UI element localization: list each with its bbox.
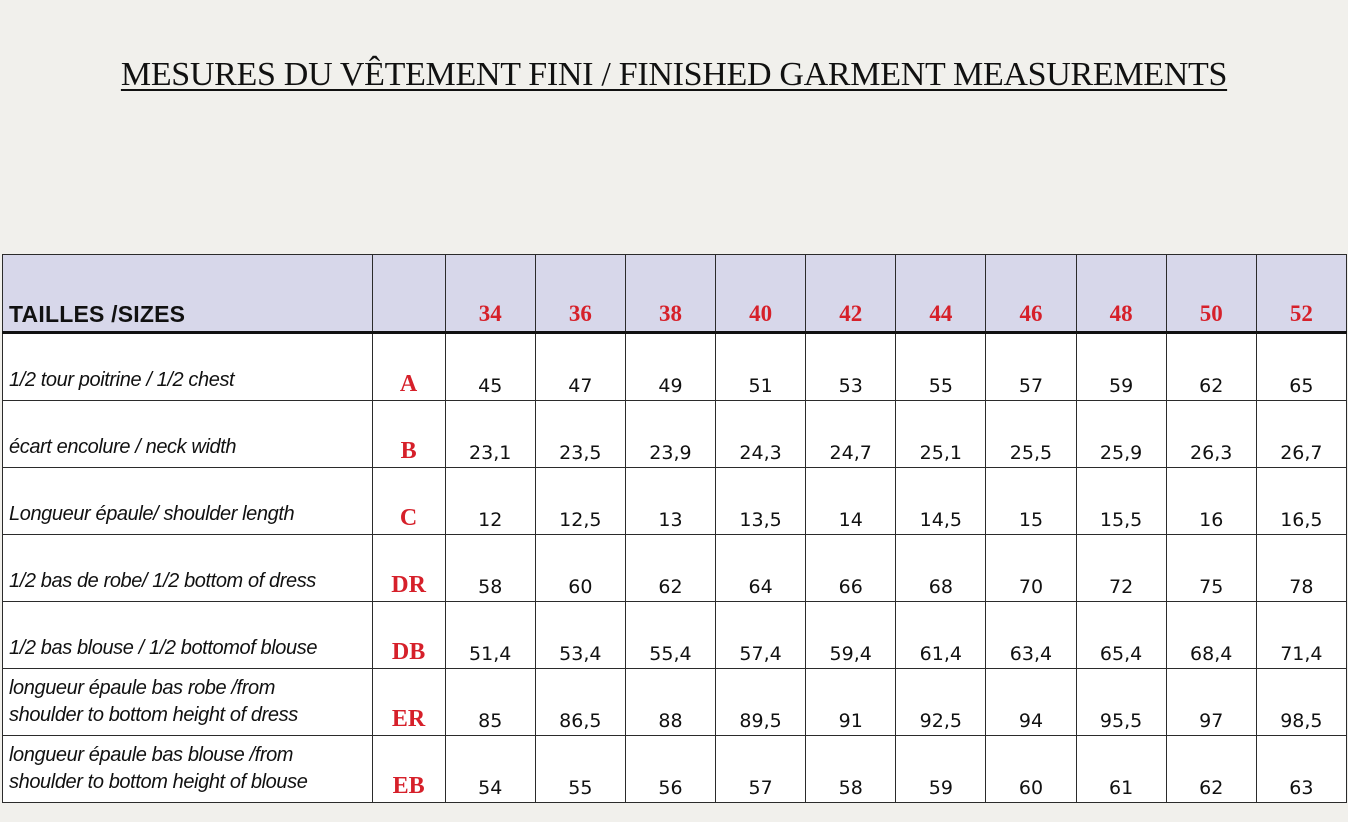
measurement-value: 70	[986, 535, 1076, 602]
measurement-value: 26,3	[1166, 401, 1256, 468]
measurement-value: 62	[1166, 736, 1256, 803]
measurement-value: 13,5	[716, 468, 806, 535]
measurement-value: 15,5	[1076, 468, 1166, 535]
measurement-value: 98,5	[1256, 669, 1346, 736]
measurement-value: 12	[445, 468, 535, 535]
measurement-value: 25,9	[1076, 401, 1166, 468]
measurement-value: 65,4	[1076, 602, 1166, 669]
measurement-value: 66	[806, 535, 896, 602]
measurement-value: 61,4	[896, 602, 986, 669]
measurement-label-line: 1/2 bas de robe/ 1/2 bottom of dress	[9, 570, 316, 592]
measurement-value: 14	[806, 468, 896, 535]
measurement-value: 13	[625, 468, 715, 535]
measurement-value: 56	[625, 736, 715, 803]
measurement-value: 53	[806, 333, 896, 401]
measurement-label	[3, 468, 373, 535]
measurement-value: 23,9	[625, 401, 715, 468]
measurement-value: 57	[986, 333, 1076, 401]
measurement-label-line: shoulder to bottom height of dress	[9, 704, 298, 726]
measurement-value: 68	[896, 535, 986, 602]
measurement-label-line: 1/2 bas blouse / 1/2 bottomof blouse	[9, 637, 318, 659]
measurement-value: 16,5	[1256, 468, 1346, 535]
measurement-value: 59	[1076, 333, 1166, 401]
table-row	[3, 669, 1347, 736]
measurement-value: 97	[1166, 669, 1256, 736]
table-row	[3, 468, 1347, 535]
measurement-label	[3, 669, 373, 736]
measurement-label	[3, 736, 373, 803]
measurement-value: 54	[445, 736, 535, 803]
measurement-value: 59,4	[806, 602, 896, 669]
code-header-cell	[372, 255, 445, 333]
size-header-cell: 42	[806, 255, 896, 333]
table-row	[3, 401, 1347, 468]
measurement-value: 94	[986, 669, 1076, 736]
measurements-table	[2, 254, 1347, 803]
measurement-value: 25,1	[896, 401, 986, 468]
page-title	[0, 56, 1348, 94]
measurement-value: 51	[716, 333, 806, 401]
measurement-value: 63	[1256, 736, 1346, 803]
measurement-code: DR	[372, 535, 445, 602]
size-header-cell: 52	[1256, 255, 1346, 333]
measurement-value: 23,1	[445, 401, 535, 468]
measurement-value: 26,7	[1256, 401, 1346, 468]
size-header-cell: 38	[625, 255, 715, 333]
measurement-value: 92,5	[896, 669, 986, 736]
measurement-value: 62	[1166, 333, 1256, 401]
measurement-value: 71,4	[1256, 602, 1346, 669]
measurement-value: 88	[625, 669, 715, 736]
measurement-label-line: Longueur épaule/ shoulder length	[9, 503, 295, 525]
table-header-row	[3, 255, 1347, 333]
measurement-value: 72	[1076, 535, 1166, 602]
measurement-value: 58	[806, 736, 896, 803]
size-header-cell: 50	[1166, 255, 1256, 333]
page-title-text: MESURES DU VÊTEMENT FINI / FINISHED GARMENT MEASUREMENTS	[120, 56, 1228, 93]
measurement-value: 60	[986, 736, 1076, 803]
measurement-value: 85	[445, 669, 535, 736]
measurement-value: 89,5	[716, 669, 806, 736]
table-row	[3, 736, 1347, 803]
measurement-value: 47	[535, 333, 625, 401]
measurement-value: 78	[1256, 535, 1346, 602]
measurement-value: 58	[445, 535, 535, 602]
measurement-value: 15	[986, 468, 1076, 535]
measurement-code: B	[372, 401, 445, 468]
size-header-cell: 34	[445, 255, 535, 333]
size-header-cell: 40	[716, 255, 806, 333]
measurement-value: 51,4	[445, 602, 535, 669]
size-header-cell: 44	[896, 255, 986, 333]
measurement-label	[3, 401, 373, 468]
measurement-value: 55,4	[625, 602, 715, 669]
measurement-code: A	[372, 333, 445, 401]
measurement-code: ER	[372, 669, 445, 736]
table-row	[3, 535, 1347, 602]
measurement-value: 64	[716, 535, 806, 602]
table-row	[3, 333, 1347, 401]
size-header-cell: 48	[1076, 255, 1166, 333]
measurement-value: 57,4	[716, 602, 806, 669]
measurement-value: 24,7	[806, 401, 896, 468]
measurement-value: 61	[1076, 736, 1166, 803]
table-row	[3, 602, 1347, 669]
measurement-value: 68,4	[1166, 602, 1256, 669]
measurement-label-line: 1/2 tour poitrine / 1/2 chest	[9, 369, 235, 391]
measurement-label-line: longueur épaule bas robe /from	[9, 677, 275, 699]
measurement-value: 95,5	[1076, 669, 1166, 736]
size-header-cell: 46	[986, 255, 1076, 333]
measurement-value: 45	[445, 333, 535, 401]
measurement-value: 63,4	[986, 602, 1076, 669]
measurement-value: 16	[1166, 468, 1256, 535]
measurement-label	[3, 602, 373, 669]
measurement-value: 86,5	[535, 669, 625, 736]
measurement-label	[3, 333, 373, 401]
measurement-value: 57	[716, 736, 806, 803]
measurement-value: 49	[625, 333, 715, 401]
measurement-label-line: longueur épaule bas blouse /from	[9, 744, 294, 766]
measurement-label-line: écart encolure / neck width	[9, 436, 237, 458]
measurement-value: 65	[1256, 333, 1346, 401]
measurement-value: 24,3	[716, 401, 806, 468]
measurement-value: 53,4	[535, 602, 625, 669]
measurement-value: 91	[806, 669, 896, 736]
measurement-label	[3, 535, 373, 602]
measurement-code: DB	[372, 602, 445, 669]
measurement-value: 14,5	[896, 468, 986, 535]
sizes-header-label: TAILLES /SIZES	[3, 255, 373, 333]
table-body	[3, 255, 1347, 803]
size-header-cell: 36	[535, 255, 625, 333]
measurement-value: 23,5	[535, 401, 625, 468]
measurement-code: C	[372, 468, 445, 535]
measurement-value: 25,5	[986, 401, 1076, 468]
measurement-value: 60	[535, 535, 625, 602]
measurement-value: 75	[1166, 535, 1256, 602]
measurement-code: EB	[372, 736, 445, 803]
measurement-value: 55	[535, 736, 625, 803]
measurement-value: 12,5	[535, 468, 625, 535]
measurement-value: 59	[896, 736, 986, 803]
measurement-label-line: shoulder to bottom height of blouse	[9, 771, 308, 793]
measurement-value: 62	[625, 535, 715, 602]
measurement-value: 55	[896, 333, 986, 401]
